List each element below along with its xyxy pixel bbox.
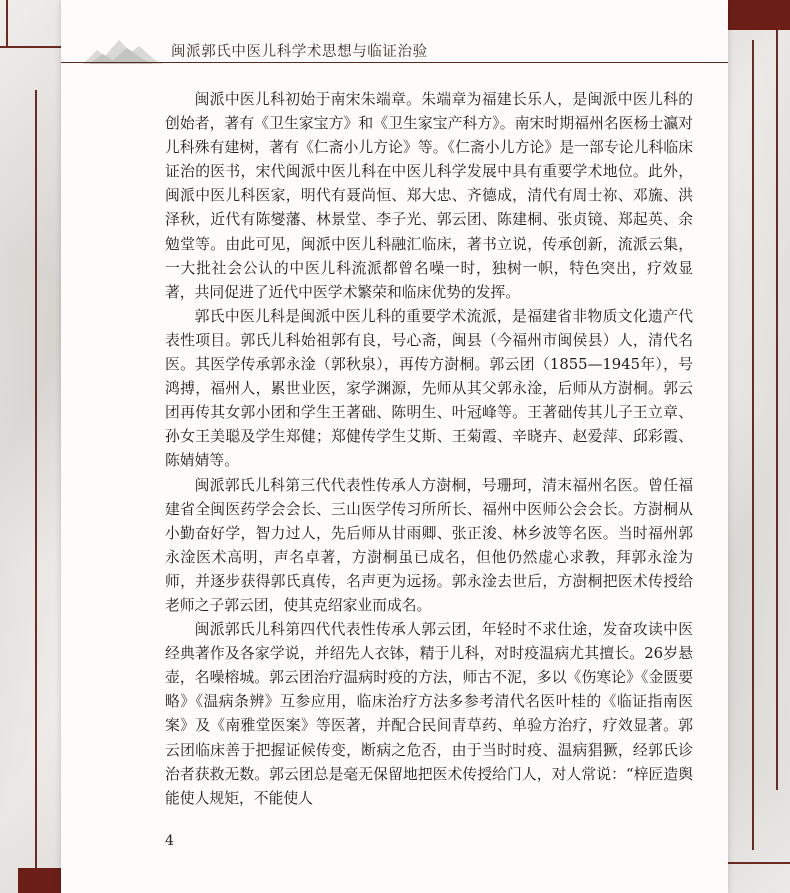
- book-page: [61, 0, 728, 893]
- frame-line-right-inner: [752, 40, 754, 850]
- paragraph: 郭氏中医儿科是闽派中医儿科的重要学术流派，是福建省非物质文化遗产代表性项目。郭氏儿科始祖郭有良，号心斋，闽县（今福州市闽侯县）人，清代名医。其医学传承郭永淦（郭秋泉），再传方澍桐。郭云团（1855—1945年），号鸿搏，福州人，累世业医，家学渊源，先师从其父郭永淦，后师从方澍桐。郭云团再传其女郭小团和学生王著础、陈明生、叶冠峰等。王著础传其儿子王立章、孙女王美聪及学生郑健；郑健传学生艾斯、王菊霞、辛晓卉、赵爱萍、邱彩霞、陈婧婧等。: [165, 307, 693, 470]
- frame-line-left-inner: [35, 90, 37, 880]
- body-text: [165, 88, 693, 811]
- header-rule: [61, 62, 728, 63]
- frame-line-top: [0, 46, 61, 48]
- paragraph: 闽派郭氏儿科第四代代表性传承人郭云团，年轻时不求仕途，发奋攻读中医经典著作及各家学说，并绍先人衣钵，精于儿科，对时疫温病尤其擅长。26岁悬壶，名噪榕城。郭云团治疗温病时疫的方法，师古不泥，多以《伤寒论》《金匮要略》《温病条辨》互参应用，临床治疗方法多参考清代名医叶桂的《临证指南医案》及《南雅堂医案》等医著，并配合民间青草药、单验方治疗，疗效显著。郭云团临床善于把握证候传变，断病之危否，由于当时时疫、温病猖獗，经郭氏诊治者获救无数。郭云团总是毫无保留地把医术传授给门人，对人常说：“梓匠造舆能使人规矩，不能使人: [165, 621, 693, 807]
- corner-block-top-right: [728, 0, 790, 30]
- corner-block-bottom-left: [18, 868, 61, 893]
- frame-line-left: [6, 0, 8, 48]
- running-header: [61, 22, 728, 86]
- paragraph: 闽派中医儿科初始于南宋朱端章。朱端章为福建长乐人，是闽派中医儿科的创始者，著有《卫生家宝方》和《卫生家宝产科方》。南宋时期福州名医杨士瀛对儿科殊有建树，著有《仁斋小儿方论》等。《仁斋小儿方论》是一部专论儿科临床证治的医书，宋代闽派中医儿科在中医儿科学发展中具有重要学术地位。此外，闽派中医儿科医家，明代有聂尚恒、郑大忠、齐德成，清代有周士祢、邓旒、洪泽秋，近代有陈燮藩、林景堂、李子光、郭云团、陈建桐、张贞镜、郑起英、余勉堂等。由此可见，闽派中医儿科融汇临床，著书立说，传承创新，流派云集，一大批社会公认的中医儿科流派都曾名噪一时，独树一帜，特色突出，疗效显著，共同促进了近代中医学术繁荣和临床优势的发挥。: [165, 91, 693, 301]
- frame-line-right-outer: [776, 20, 778, 790]
- mountain-decoration-icon: [83, 30, 163, 66]
- page-number: 4: [165, 833, 174, 849]
- paragraph: 闽派郭氏儿科第三代代表性传承人方澍桐，号珊珂，清末福州名医。曾任福建省全闽医药学会会长、三山医学传习所所长、福州中医师公会会长。方澍桐从小勤奋好学，智力过人，先后师从甘雨卿、张正浚、林乡波等名医。当时福州郭永淦医术高明，声名卓著，方澍桐虽已成名，但他仍然虚心求教，拜郭永淦为师，并逐步获得郭氏真传，名声更为远扬。郭永淦去世后，方澍桐把医术传授给老师之子郭云团，使其克绍家业而成名。: [165, 476, 693, 614]
- header-title: 闽派郭氏中医儿科学术思想与临证治验: [171, 44, 428, 60]
- frame-line-bottom: [728, 862, 790, 864]
